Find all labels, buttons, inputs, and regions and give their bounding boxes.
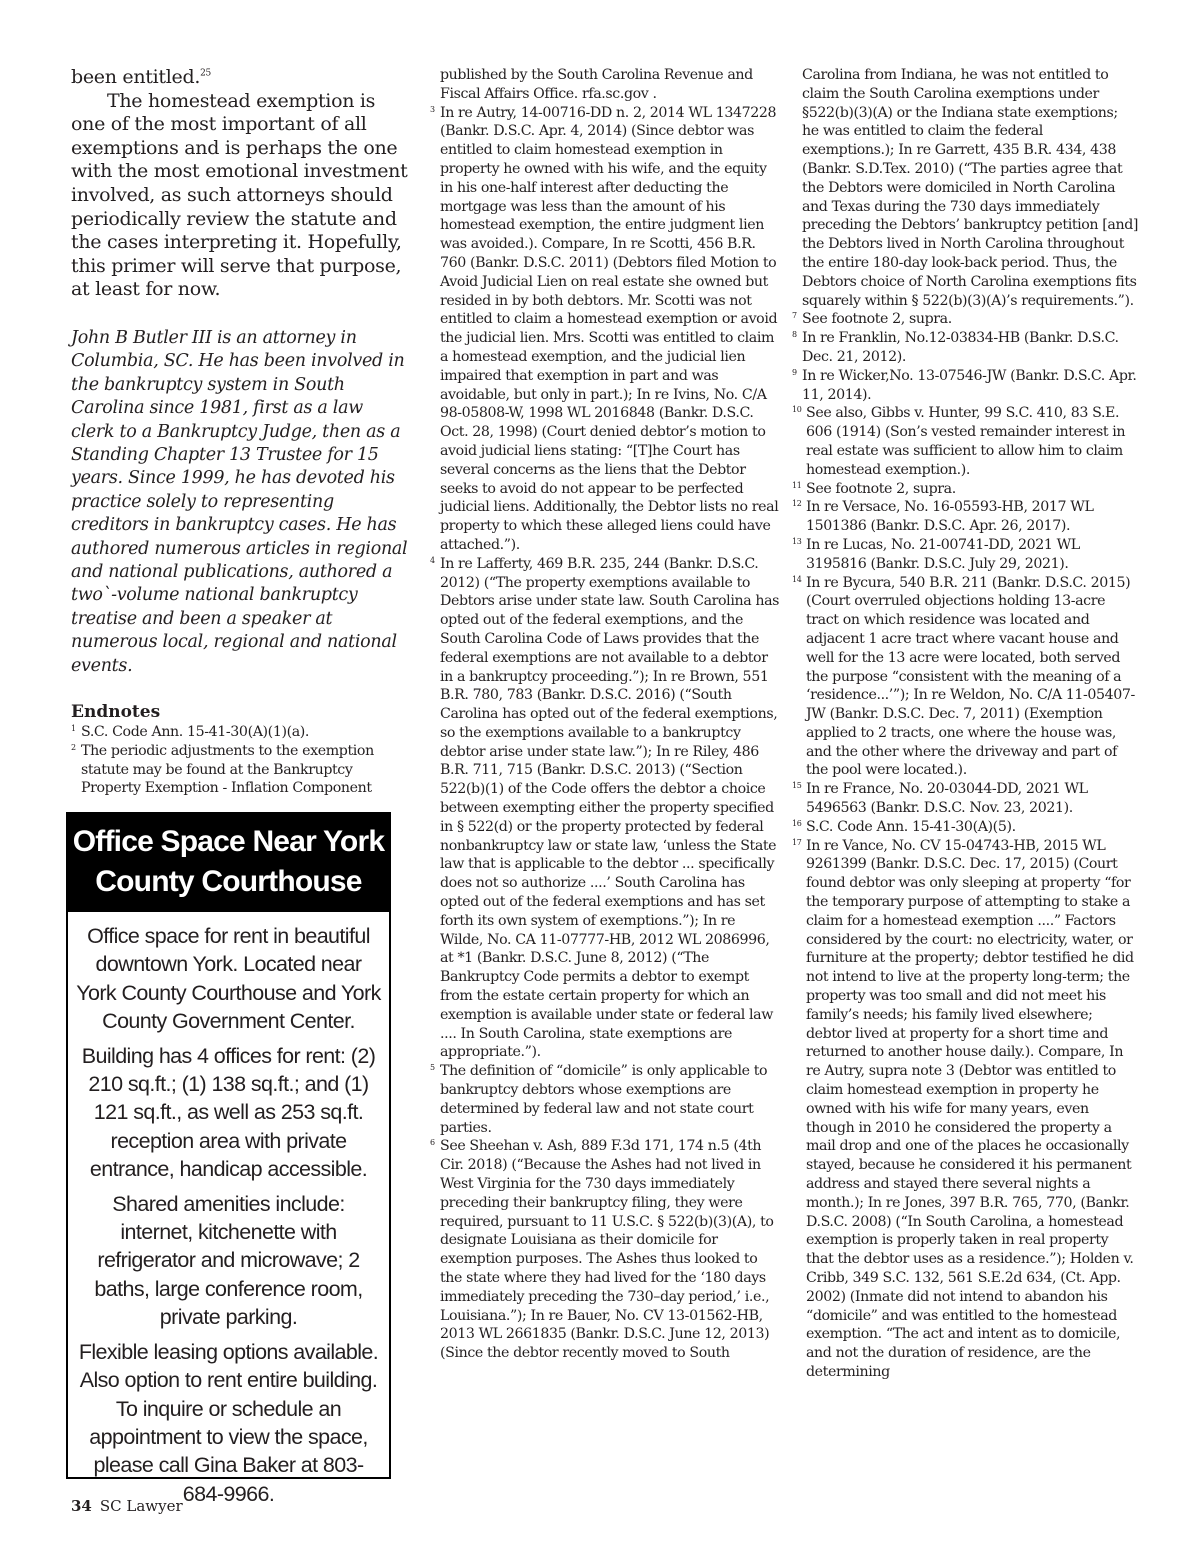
author-bio: John B Butler III is an attorney in Columbia, SC. He has been involved in the bankruptcy system in South Carolina since 1981, first as a law clerk to a Bankruptcy Judge, then as a Standing Chapter 13 Trustee for 15 years. Since 1999, he has devoted his practice solely to representing creditors in bankruptcy cases. He has authored numerous articles in regional and national publications, authored a two`-volume national bankruptcy treatise and been a speaker at numerous local, regional and national events. xyxy=(71,327,408,676)
publication-name: SC Lawyer xyxy=(99,1497,183,1515)
column-middle xyxy=(430,66,782,1363)
ad-paragraph: Flexible leasing options available. Also option to rent entire building. To inquire or schedule an appointment to view the space, please call Gina Baker at 803-684-9966. xyxy=(78,1339,379,1506)
endnote-4: 4 In re Lafferty, 469 B.R. 235, 244 (Bankr. D.S.C. 2012) (“The property exemptions available to Debtors arise under state law. South Carolina has opted out of the federal exemptions, and the South Carolina Code of Laws provides that the federal exemptions are not available to a debtor in a bankruptcy proceeding.”); In re Brown, 551 B.R. 780, 783 (Bankr. D.S.C. 2016) (“South Carolina has opted out of the federal exemptions, so the exemptions available to a bankruptcy debtor arise under state law.”); In re Riley, 486 B.R. 711, 715 (Bankr. D.S.C. 2013) (“Section 522(b)(1) of the Code offers the debtor a choice between exempting either the property specified in § 522(d) or the property protected by federal nonbankruptcy law or state law, ‘unless the State law that is applicable to the debtor ... specifically does not so authorize ....’ South Carolina has opted out of the federal exemptions and has set forth its own system of exemptions.”); In re Wilde, No. CA 11-07777-HB, 2012 WL 2086996, at *1 (Bankr. D.S.C. June 8, 2012) (“The Bankruptcy Code permits a debtor to exempt from the estate certain property for which an exemption is available under state or federal law .... In South Carolina, state exemptions are appropriate.”). xyxy=(430,555,780,1061)
endnote-7: 7 See footnote 2, supra. xyxy=(792,311,952,328)
body-paragraph: The homestead exemption is one of the most important of all exemptions and is perhaps the one with the most emotional investment involved, as such attorneys should periodically review the statute and the cases interpreting it. Hopefully, this primer will serve that purpose, at least for now. xyxy=(71,89,408,301)
ad-title: Office Space Near York County Courthouse xyxy=(68,814,389,912)
ad-paragraph: Building has 4 offices for rent: (2) 210 sq.ft.; (1) 138 sq.ft.; and (1) 121 sq.ft., as well as 253 sq.ft. reception area with private entrance, handicap accessible. xyxy=(81,1043,376,1182)
endnote-11: 11 See footnote 2, supra. xyxy=(792,480,956,497)
endnote-9: 9 In re Wicker,No. 13-07546-JW (Bankr. D.S.C. Apr. 11, 2014). xyxy=(792,367,1137,403)
endnote-continuation: published by the South Carolina Revenue and Fiscal Affairs Office. rfa.sc.gov . xyxy=(440,67,753,102)
endnote-12: 12 In re Versace, No. 16-05593-HB, 2017 WL 1501386 (Bankr. D.S.C. Apr. 26, 2017). xyxy=(792,499,1094,535)
endnote-1: 1 S.C. Code Ann. 15-41-30(A)(1)(a). xyxy=(71,724,310,741)
ad-paragraph: Shared amenities include: internet, kitchenette with refrigerator and microwave; 2 baths, large conference room, private parking. xyxy=(94,1191,363,1330)
page-footer xyxy=(71,1497,183,1515)
endnote-13: 13 In re Lucas, No. 21-00741-DD, 2021 WL 3195816 (Bankr. D.S.C. July 29, 2021). xyxy=(792,536,1080,572)
endnote-5: 5 The definition of “domicile” is only applicable to bankruptcy debtors whose exemptions are determined by federal law and not state court parties. xyxy=(430,1063,768,1136)
endnotes-heading: Endnotes xyxy=(71,702,161,723)
endnote-6: 6 See Sheehan v. Ash, 889 F.3d 171, 174 n.5 (4th Cir. 2018) (“Because the Ashes had not lived in West Virginia for the 730 days immediately preceding their bankruptcy filing, they were required, pursuant to 11 U.S.C. § 522(b)(3)(A), to designate Louisiana as their domicile for exemption purposes. The Ashes thus looked to the state where they had lived for the ‘180 days immediately preceding the 730–day period,’ i.e., Louisiana.”); In re Bauer, No. CV 13-01562-HB, 2013 WL 2661835 (Bankr. D.S.C. June 12, 2013) (Since the debtor recently moved to South xyxy=(430,1138,774,1362)
endnote-14: 14 In re Bycura, 540 B.R. 211 (Bankr. D.S.C. 2015) (Court overruled objections holding 13-acre tract on which residence was located and adjacent 1 acre tract where vacant house and well for the 13 acre were located, both served the purpose “consistent with the meaning of a ‘residence...’”); In re Weldon, No. C/A 11-05407-JW (Bankr. D.S.C. Dec. 7, 2011) (Exemption applied to 2 tracts, one where the house was, and the other where the driveway and part of the pool were located.). xyxy=(792,574,1135,779)
endnote-3: 3 In re Autry, 14-00716-DD n. 2, 2014 WL 1347228 (Bankr. D.S.C. Apr. 4, 2014) (Since debtor was entitled to claim homestead exemption in property he owned with his wife, and the equity in his one-half interest after deducting the mortgage was less than the amount of his homestead exemption, the entire judgment lien was avoided.). Compare, In re Scotti, 456 B.R. 760 (Bankr. D.S.C. 2011) (Debtors filed Motion to Avoid Judicial Lien on real estate she owned but resided in by both debtors. Mr. Scotti was not entitled to claim a homestead exemption or avoid the judicial lien. Mrs. Scotti was entitled to claim a homestead exemption, and the judicial lien impaired that exemption in part and was avoidable, but only in part.); In re Ivins, No. C/A 98-05808-W, 1998 WL 2016848 (Bankr. D.S.C. Oct. 28, 1998) (Court denied debtor’s motion to avoid judicial liens stating: “[T]he Court has several concerns as the liens that the Debtor seeks to avoid do not appear to be perfected judicial liens. Additionally, the Debtor lists no real property to which these alleged liens could have attached.”). xyxy=(430,104,779,553)
body-paragraph: been entitled.$^{25}$ xyxy=(71,66,211,88)
column-right xyxy=(792,66,1138,1382)
page-number: 34 xyxy=(71,1497,92,1515)
endnote-ref: 25 xyxy=(200,68,211,79)
column-left xyxy=(71,66,411,798)
endnote-17: 17 In re Vance, No. CV 15-04743-HB, 2015 WL 9261399 (Bankr. D.S.C. Dec. 17, 2015) (Court found debtor was only sleeping at property “for the temporary purpose of attempting to stake a claim for a homestead exemption ....” Factors considered by the court: no electricity, water, or furniture at the property; debtor testified he did not intend to live at the property long-term; the property was too small and did not meet his family’s needs; his family lived elsewhere; debtor lived at property for a short time and returned to another house daily.). Compare, In re Autry, supra note 3 (Debtor was entitled to claim homestead exemption in property he owned with his wife for many years, even though in 2010 he considered the property a mail drop and one of the places he occasionally stayed, because he considered it his permanent address and stayed there several nights a month.); In re Jones, 397 B.R. 765, 770, (Bankr. D.S.C. 2008) (“In South Carolina, a homestead exemption is properly taken in real property that the debtor uses as a residence.”); Holden v. Cribb, 349 S.C. 132, 561 S.E.2d 634, (Ct. App. 2002) (Inmate did not intend to abandon his “domicile” and was entitled to the homestead exemption. “The act and intent as to domicile, and not the duration of residence, are the determining xyxy=(792,837,1134,1380)
endnote-8: 8 In re Franklin, No.12-03834-HB (Bankr. D.S.C. Dec. 21, 2012). xyxy=(792,330,1119,365)
endnote-10: 10 See also, Gibbs v. Hunter, 99 S.C. 410, 83 S.E. 606 (1914) (Son’s vested remainder interest in real estate was sufficient to allow him to claim homestead exemption.). xyxy=(792,405,1126,478)
endnote-2: 2 The periodic adjustments to the exemption statute may be found at the Bankruptcy Property Exemption - Inflation Component xyxy=(71,742,374,797)
endnote-16: 16 S.C. Code Ann. 15-41-30(A)(5). xyxy=(792,818,1016,835)
ad-paragraph: Office space for rent in beautiful downtown York. Located near York County Courthouse and York County Government Center. xyxy=(76,924,381,1034)
endnote-continuation: Carolina from Indiana, he was not entitled to claim the South Carolina exemptions under §522(b)(3)(A) or the Indiana state exemptions; he was entitled to claim the federal exemptions.); In re Garrett, 435 B.R. 434, 438 (Bankr. S.D.Tex. 2010) (“The parties agree that the Debtors were domiciled in North Carolina and Texas during the 730 days immediately preceding the Debtors’ bankruptcy petition [and] the Debtors lived in North Carolina throughout the entire 180-day look-back period. Thus, the Debtors choice of North Carolina exemptions fits squarely within § 522(b)(3)(A)’s requirements.”). xyxy=(802,67,1139,309)
endnote-15: 15 In re France, No. 20-03044-DD, 2021 WL 5496563 (Bankr. D.S.C. Nov. 23, 2021). xyxy=(792,781,1088,817)
ad-body xyxy=(68,912,389,1508)
